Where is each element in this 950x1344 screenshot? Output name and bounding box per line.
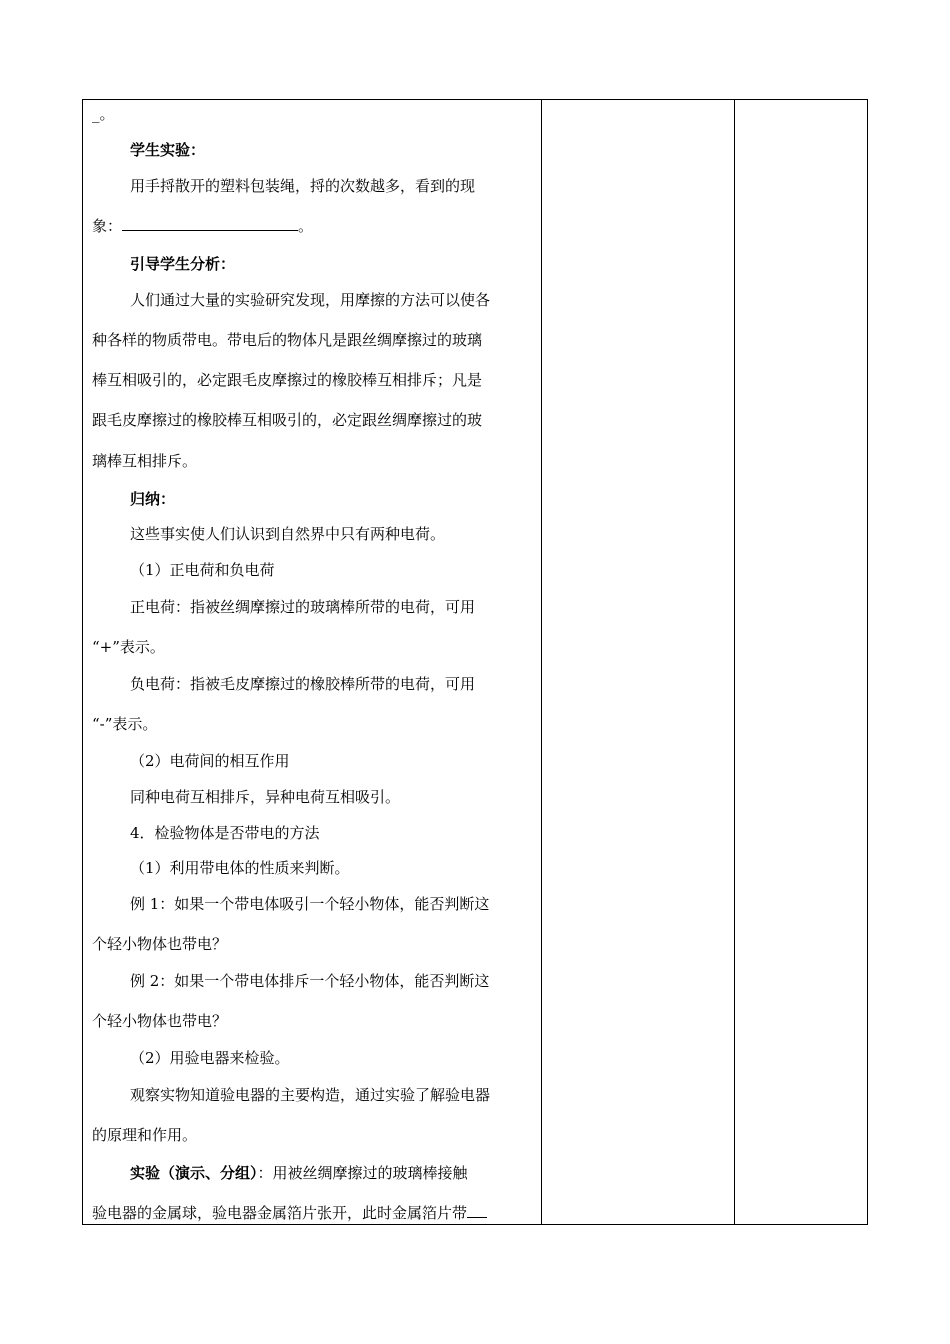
text-line: 璃棒互相排斥。: [92, 452, 198, 470]
answer-blank: [122, 216, 298, 231]
text-line: “-”表示。: [92, 715, 158, 733]
text-line: 的原理和作用。: [92, 1126, 198, 1144]
text-line: （2）电荷间的相互作用: [130, 752, 290, 770]
text-line: 负电荷：指被毛皮摩擦过的橡胶棒所带的电荷，可用: [130, 675, 476, 693]
section-heading-summary: 归纳：: [130, 490, 176, 508]
text-line: （1）正电荷和负电荷: [130, 561, 275, 579]
text-line: 个轻小物体也带电？: [92, 935, 228, 953]
answer-blank: [467, 1203, 487, 1218]
text-line-with-blank: [92, 216, 313, 236]
text-line: 个轻小物体也带电？: [92, 1012, 228, 1030]
section-heading-student-experiment: 学生实验：: [130, 141, 206, 159]
text-line: 正电荷：指被丝绸摩擦过的玻璃棒所带的电荷，可用: [130, 598, 476, 616]
text-fragment: 。: [298, 217, 314, 235]
text-line: 例 1：如果一个带电体吸引一个轻小物体，能否判断这: [130, 895, 490, 913]
section-heading-guided-analysis: 引导学生分析：: [130, 255, 236, 273]
text-line: 观察实物知道验电器的主要构造，通过实验了解验电器: [130, 1086, 491, 1104]
text-line: 用手捋散开的塑料包装绳，捋的次数越多，看到的现: [130, 177, 476, 195]
text-line: （1）利用带电体的性质来判断。: [130, 859, 350, 877]
text-fragment: 验电器的金属球，验电器金属箔片张开，此时金属箔片带: [92, 1204, 468, 1222]
text-line: 人们通过大量的实验研究发现，用摩擦的方法可以使各: [130, 291, 491, 309]
text-line: _。: [92, 105, 115, 123]
text-line: “+”表示。: [92, 638, 165, 656]
text-line-experiment: [130, 1163, 468, 1183]
text-line-with-blank: [92, 1203, 487, 1223]
text-line: 例 2：如果一个带电体排斥一个轻小物体，能否判断这: [130, 972, 490, 990]
column-divider-1: [541, 100, 542, 1224]
text-line: 同种电荷互相排斥，异种电荷互相吸引。: [130, 788, 401, 806]
experiment-label: 实验（演示、分组）: [130, 1164, 258, 1182]
text-line: 跟毛皮摩擦过的橡胶棒互相吸引的，必定跟丝绸摩擦过的玻: [92, 411, 483, 429]
text-line: 这些事实使人们认识到自然界中只有两种电荷。: [130, 525, 446, 543]
text-line: 4．检验物体是否带电的方法: [130, 824, 320, 842]
text-line: 种各样的物质带电。带电后的物体凡是跟丝绸摩擦过的玻璃: [92, 331, 483, 349]
column-divider-2: [734, 100, 735, 1224]
text-line: （2）用验电器来检验。: [130, 1049, 290, 1067]
text-line: 棒互相吸引的，必定跟毛皮摩擦过的橡胶棒互相排斥；凡是: [92, 371, 483, 389]
text-fragment: ：用被丝绸摩擦过的玻璃棒接触: [257, 1164, 468, 1182]
text-fragment: 象：: [92, 217, 123, 235]
